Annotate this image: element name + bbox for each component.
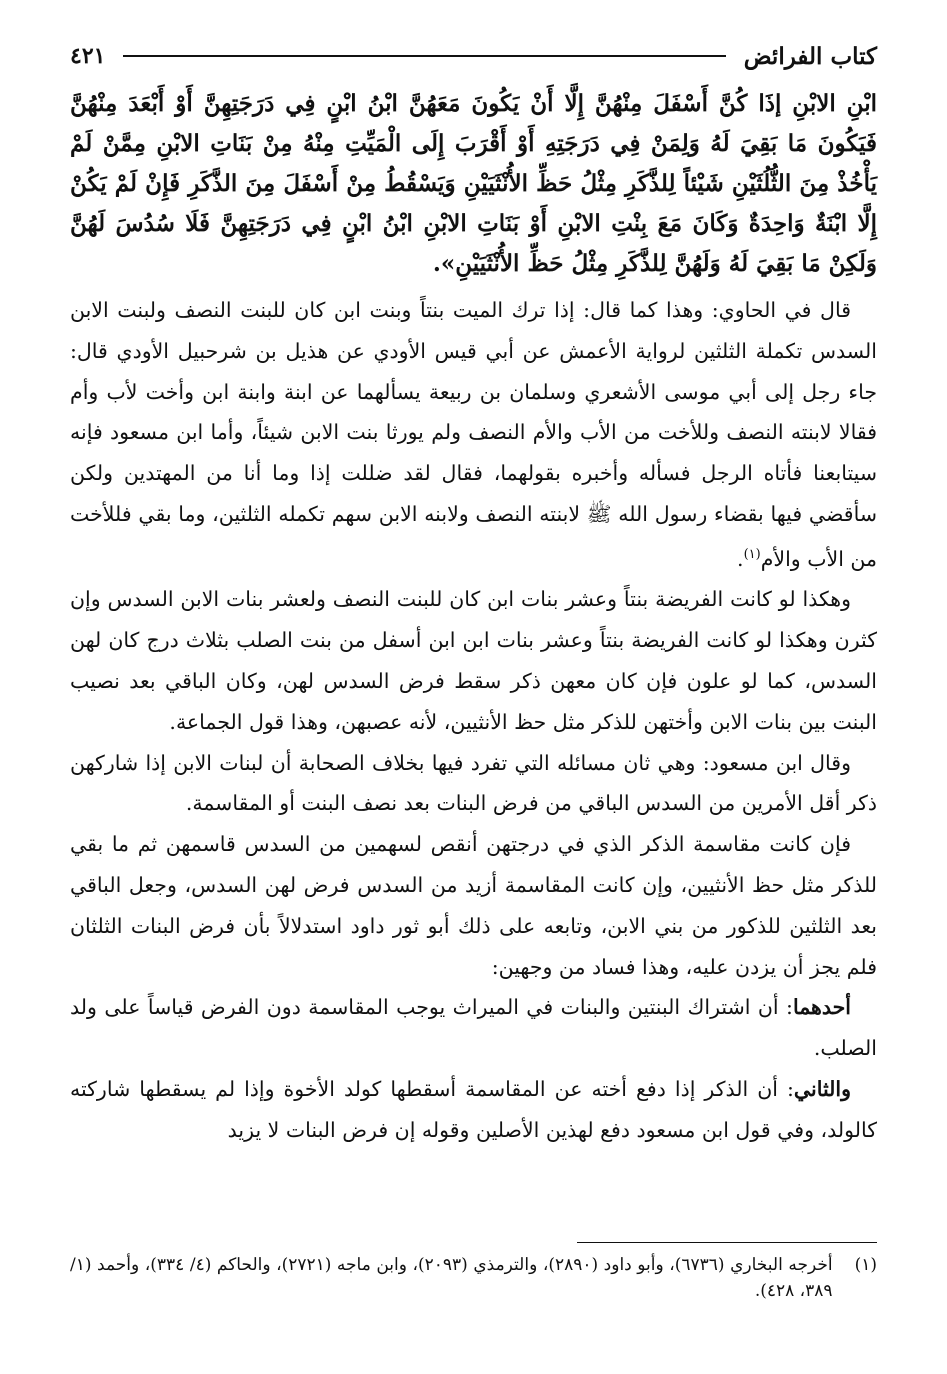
- paragraph-3: [70, 743, 877, 825]
- header-rule: [123, 55, 725, 57]
- paragraph-text: فإن كانت مقاسمة الذكر الذي في درجتهن أنقص لسهمين من السدس قاسمهن ثم ما بقي للذكر مثل حظ الأنثيين، وإن كانت المقاسمة أزيد من السدس فرض لهن السدس، وجعل الباقي بعد الثلثين للذكور من بني الابن، وتابعه على ذلك أبو ثور داود استدلالاً بأن فرض البنات الثلثان فلم يجز أن يزدن عليه، وهذا فساد من وجهين:: [70, 832, 877, 979]
- paragraph-text: : أن اشتراك البنتين والبنات في الميراث يوجب المقاسمة دون الفرض قياساً على ولد الصلب.: [70, 995, 877, 1061]
- footnote-number: (١): [854, 1255, 877, 1275]
- paragraph-lead: والثاني: [793, 1076, 851, 1101]
- page-number: ٤٢١: [70, 43, 106, 69]
- paragraph-text: وهكذا لو كانت الفريضة بنتاً وعشر بنات ابن كان للبنت النصف ولعشر بنات الابن السدس وإن كثرن وهكذا لو كانت الفريضة بنتاً وعشر بنات ابن ابن أسفل من بنت الصلب بثلاث درج كان لهن السدس، كما لو علون فإن كان معهن ذكر سقط فرض السدس لهن، وكان الباقي بعد نصيب البنت بين بنات الابن وأختهن للذكر مثل حظ الأنثيين، لأنه عصبهن، وهذا قول الجماعة.: [70, 587, 877, 734]
- paragraph-lead: أحدهما: [792, 995, 851, 1020]
- paragraph-5: [70, 987, 877, 1069]
- paragraph-text: وقال ابن مسعود: وهي ثان مسائله التي تفرد فيها بخلاف الصحابة أن لبنات الابن إذا شاركهن ذكر أقل الأمرين من السدس الباقي من فرض البنات بعد نصف البنت أو المقاسمة.: [70, 750, 877, 816]
- quoted-text: ابْنِ الابْنِ إذَا كُنَّ أَسْفَلَ مِنْهُنَّ إِلَّا أَنْ يَكُونَ مَعَهُنَّ ابْنُ ابْنٍ فِي دَرَجَتِهِنَّ أَوْ أَبْعَدَ مِنْهُنَّ فَيَكُونَ مَا بَقِيَ لَهُ وَلِمَنْ فِي دَرَجَتِهِ أَوْ أَقْرَبَ إِلَى الْمَيِّتِ مِنْهُ مِنْ بَنَاتِ الابْنِ مِمَّنْ لَمْ يَأْخُذْ مِنَ الثُّلُثَيْنِ شَيْئاً لِلذَّكَرِ مِثْلُ حَظِّ الأُنْثَيَيْنِ وَيَسْقُطُ مِنْ أَسْفَلَ مِنَ الذَّكَرِ فَإِنْ لَمْ يَكُنْ إِلَّا ابْنَةٌ وَاحِدَةٌ وَكَانَ مَعَ بِنْتِ الابْنِ أَوْ بَنَاتِ الابْنِ ابْنُ ابْنٍ فِي دَرَجَتِهِنَّ فَلَا سُدُسَ لَهُنَّ وَلَكِنْ مَا بَقِيَ لَهُ وَلَهُنَّ لِلذَّكَرِ مِثْلُ حَظِّ الأُنْثَيَيْنِ».: [70, 90, 877, 277]
- footnote-ref[interactable]: (١): [743, 546, 761, 562]
- page-header: [70, 36, 877, 76]
- footnote-text: أخرجه البخاري (٦٧٣٦)، وأبو داود (٢٨٩٠)، والترمذي (٢٠٩٣)، وابن ماجه (٢٧٢١)، والحاكم (٤/ ٣٣٤)، وأحمد (١/ ٣٨٩، ٤٢٨).: [70, 1255, 833, 1301]
- book-page: [70, 36, 877, 1354]
- paragraph-1: [70, 290, 877, 579]
- chapter-title: كتاب الفرائض: [743, 42, 877, 70]
- footnote: [70, 1252, 877, 1304]
- paragraph-text: قال في الحاوي: وهذا كما قال: إذا ترك الميت بنتاً وبنت ابن كان للبنت النصف ولبنت الابن السدس تكملة الثلثين لرواية الأعمش عن أبي قيس الأودي عن هذيل بن شرحبيل الأودي قال: جاء رجل إلى أبي موسى الأشعري وسلمان بن ربيعة يسألهما عن ابنة وابنة ابن وأخت لأب وأم فقالا لابنته النصف وللأخت من الأب والأم النصف ولم يورثا بنت الابن شيئاً، وأما ابن مسعود فإنه سيتابعنا فأتاه الرجل فسأله وأخبره بقولهما، فقال لقد ضللت إذا وما أنا من المهتدين ولكن سأقضي فيها بقضاء رسول الله ﷺ لابنته النصف ولابنه الابن سهم تكمله الثلثين، وما بقي فللأخت من الأب والأم: [70, 298, 877, 571]
- paragraph-4: [70, 824, 877, 987]
- paragraph-6: [70, 1069, 877, 1151]
- paragraph-2: [70, 579, 877, 742]
- paragraph-tail: .: [737, 546, 744, 571]
- footnote-rule: [577, 1242, 877, 1243]
- paragraph-text: : أن الذكر إذا دفع أخته عن المقاسمة أسقطها كولد الأخوة وإذا لم يسقطها شاركته كالولد، وفي قول ابن مسعود دفع لهذين الأصلين وقوله إن فرض البنات لا يزيد: [70, 1076, 877, 1142]
